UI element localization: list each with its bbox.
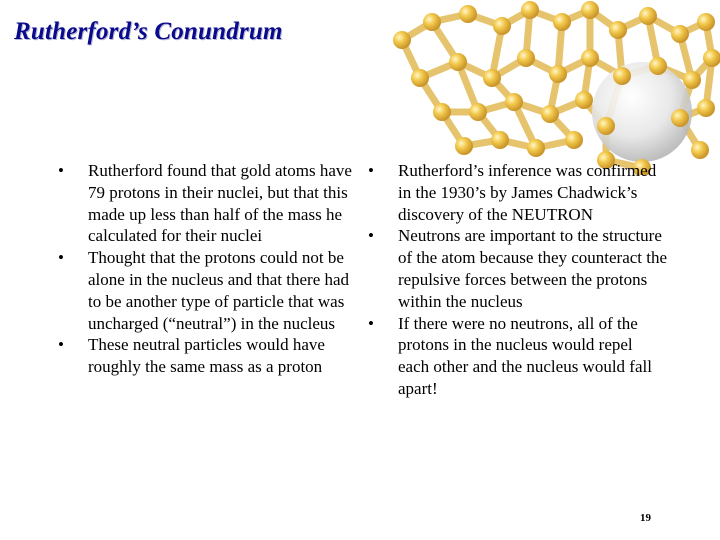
bullet-icon: • (58, 161, 64, 180)
right-bullet-item (368, 313, 668, 400)
right-bullet-list (368, 160, 668, 400)
molecule-atom (597, 117, 615, 135)
left-bullet-item (58, 334, 358, 378)
left-bullet-item (58, 247, 358, 334)
molecule-atom (691, 141, 709, 159)
molecule-atom (575, 91, 593, 109)
molecule-atom (581, 49, 599, 67)
right-bullet-text: Rutherford’s inference was confirmed in the 1930’s by James Chadwick’s discovery of the NEUTRON (398, 161, 657, 224)
molecule-atom (553, 13, 571, 31)
bullet-icon: • (58, 335, 64, 355)
left-bullet-text: Thought that the protons could not be alone in the nucleus and that there had to be another type of particle that was uncharged (“neutral”) in the nucleus (88, 248, 350, 333)
left-bullet-item (58, 160, 358, 247)
molecule-atom (459, 5, 477, 23)
molecule-atom (455, 137, 473, 155)
molecule-atom (493, 17, 511, 35)
molecule-atom (581, 1, 599, 19)
molecule-atom (491, 131, 509, 149)
right-bullet-text: Neutrons are important to the structure of the atom because they counteract the repulsive forces between the protons within the nucleus (398, 226, 668, 311)
molecule-atom (527, 139, 545, 157)
molecule-atom (549, 65, 567, 83)
bullet-icon: • (58, 248, 64, 268)
left-bullet-text: Rutherford found that gold atoms have 79 protons in their nuclei, but that this made up less than half of the mass he calculated for their nuclei (88, 161, 352, 246)
molecule-atom (697, 99, 715, 117)
molecule-atom (649, 57, 667, 75)
slide-title: Rutherford’s Conundrum (14, 18, 283, 45)
bullet-icon: • (368, 313, 374, 333)
molecule-atom (639, 7, 657, 25)
left-bullet-text: These neutral particles would have roughly the same mass as a proton (88, 335, 325, 377)
molecule-atom (411, 69, 429, 87)
molecule-atom (697, 13, 715, 31)
molecule-atom (433, 103, 451, 121)
left-bullet-list (58, 160, 358, 378)
molecule-atom (521, 1, 539, 19)
molecule-atom (483, 69, 501, 87)
bullet-icon: • (368, 226, 374, 246)
page-number: 19 (640, 512, 651, 524)
molecule-atom (613, 67, 631, 85)
molecule-atom (609, 21, 627, 39)
molecule-atom (517, 49, 535, 67)
molecule-atom (393, 31, 411, 49)
right-bullet-text: If there were no neutrons, all of the protons in the nucleus would repel each other and the nucleus would fall apart! (398, 313, 652, 398)
bullet-icon: • (368, 161, 374, 180)
molecule-atom (505, 93, 523, 111)
molecule-atom (423, 13, 441, 31)
right-bullet-item (368, 160, 668, 225)
right-bullet-item (368, 225, 668, 312)
molecule-atom (565, 131, 583, 149)
molecule-atom (541, 105, 559, 123)
molecule-atom (671, 109, 689, 127)
molecule-atom (683, 71, 701, 89)
molecule-atom (671, 25, 689, 43)
molecule-atom (449, 53, 467, 71)
fullerene-molecule-image (380, 0, 720, 175)
molecule-atom (469, 103, 487, 121)
